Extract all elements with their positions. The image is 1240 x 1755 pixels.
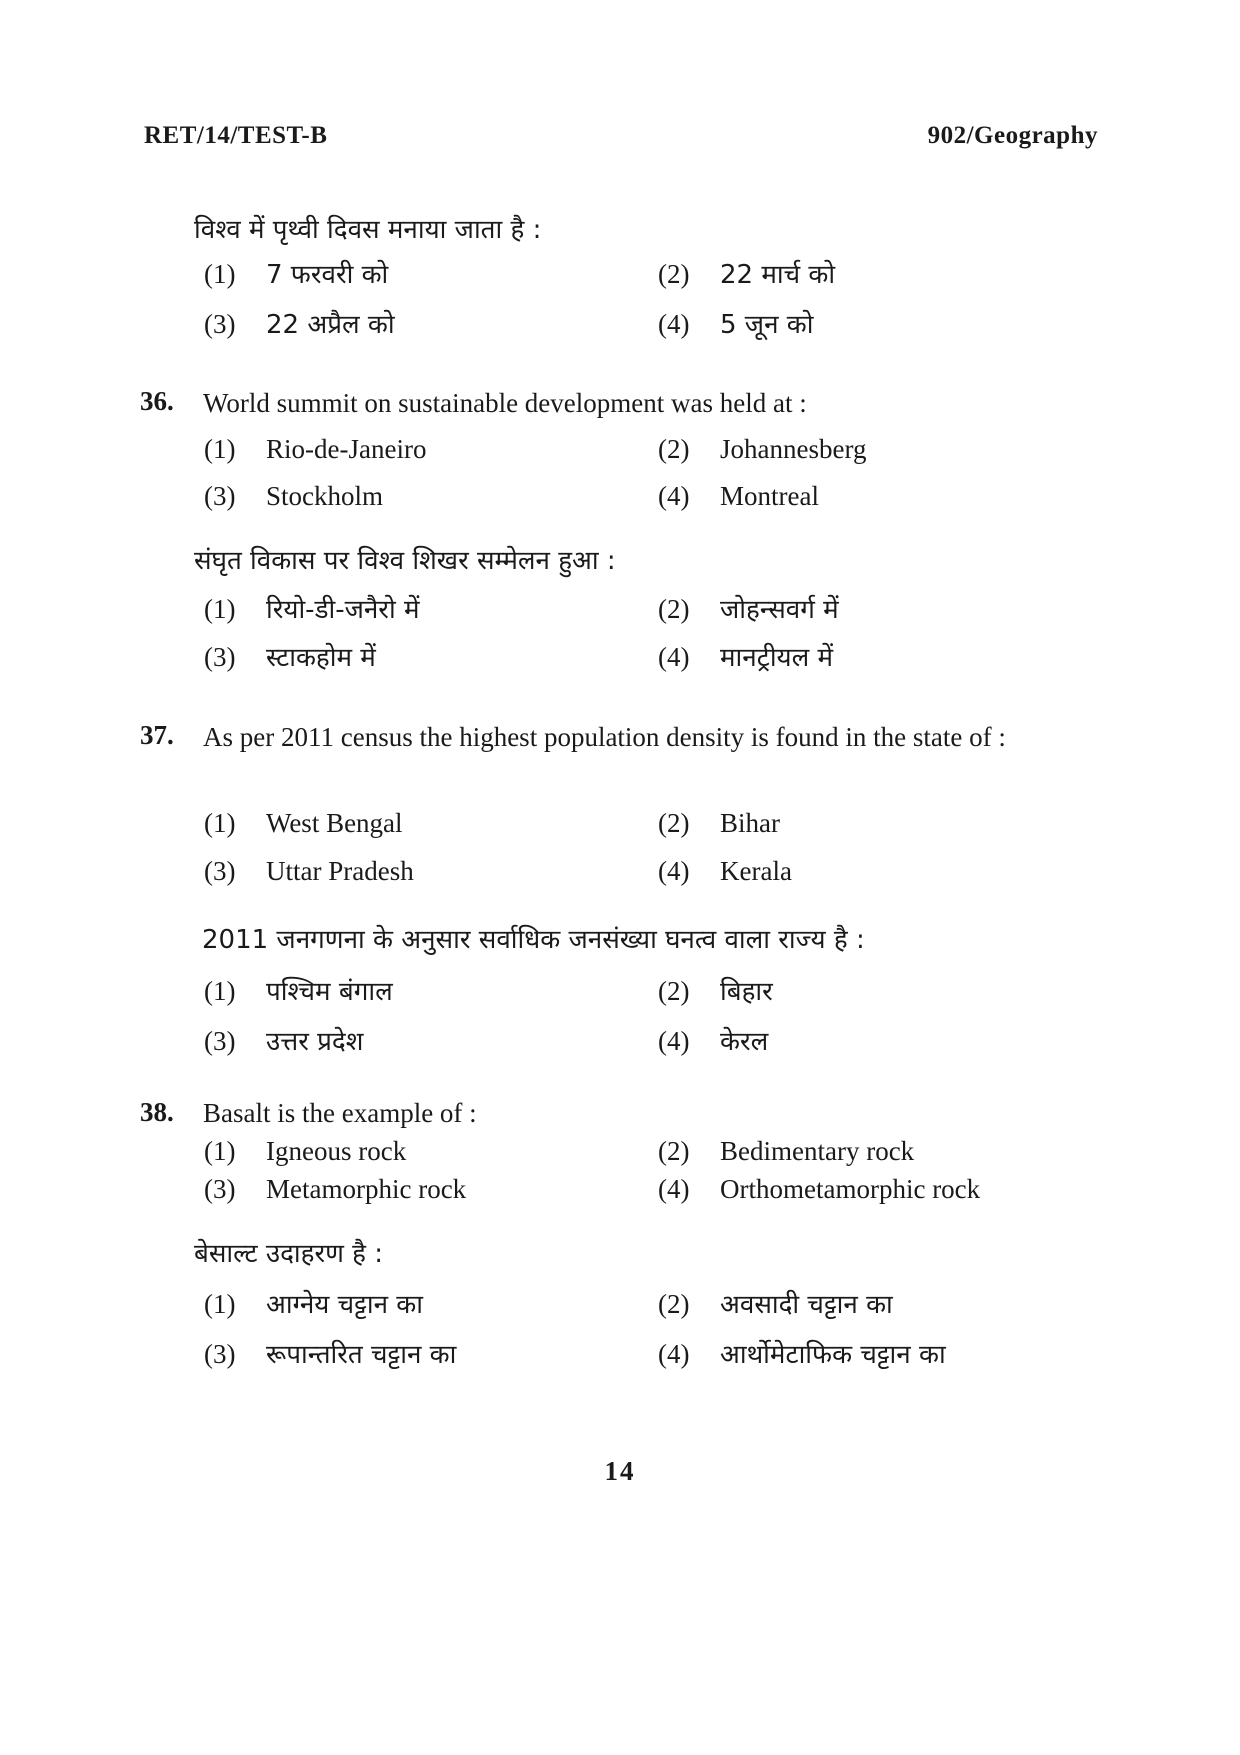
q38-option-4 xyxy=(658,1174,980,1205)
option-number: (3) xyxy=(204,309,236,339)
option-text: 7 फरवरी को xyxy=(266,260,389,290)
q37-option-3 xyxy=(204,856,414,887)
option-number: (4) xyxy=(658,481,690,511)
option-number: (1) xyxy=(204,1136,236,1166)
question-text: Basalt is the example of : xyxy=(203,1098,477,1128)
question-number: 38. xyxy=(140,1097,174,1127)
q38-option-2 xyxy=(658,1136,914,1167)
option-text: अवसादी चट्टान का xyxy=(720,1290,893,1320)
question-text: As per 2011 census the highest population density is found in the state of : xyxy=(203,722,1006,752)
q38-option-1 xyxy=(204,1136,406,1167)
option-number: (2) xyxy=(658,434,690,464)
option-number: (4) xyxy=(658,856,690,886)
q35-hindi-option-4 xyxy=(658,305,814,341)
option-text: मानट्रीयल में xyxy=(720,643,834,673)
q36-hindi-option-4 xyxy=(658,638,833,674)
q38-hindi-option-4 xyxy=(658,1335,946,1371)
option-text: Metamorphic rock xyxy=(266,1174,467,1204)
option-text: 22 मार्च को xyxy=(720,260,836,290)
q35-hindi-option-2 xyxy=(658,255,835,291)
q36-hindi-option-2 xyxy=(658,590,839,626)
option-number: (3) xyxy=(204,481,236,511)
question-number: 36. xyxy=(140,386,174,416)
q36-option-3 xyxy=(204,481,383,512)
question-35-hindi-text: विश्व में पृथ्वी दिवस मनाया जाता है : xyxy=(194,215,542,245)
question-36-hindi-text: संघृत विकास पर विश्व शिखर सम्मेलन हुआ : xyxy=(194,546,616,576)
option-number: (3) xyxy=(204,1339,236,1369)
option-text: 5 जून को xyxy=(720,310,814,340)
q35-hindi-option-3 xyxy=(204,305,395,341)
q38-option-3 xyxy=(204,1174,466,1205)
option-number: (4) xyxy=(658,642,690,672)
option-number: (2) xyxy=(658,1289,690,1319)
q38-hindi-option-3 xyxy=(204,1335,456,1371)
option-text: Kerala xyxy=(720,856,792,886)
option-number: (4) xyxy=(658,309,690,339)
q38-hindi-option-1 xyxy=(204,1285,423,1321)
option-number: (4) xyxy=(658,1026,690,1056)
question-38-hindi-text: बेसाल्ट उदाहरण है : xyxy=(194,1239,383,1269)
q36-hindi-option-3 xyxy=(204,638,376,674)
q37-option-2 xyxy=(658,808,780,839)
option-text: बिहार xyxy=(720,977,773,1007)
option-text: रियो-डी-जनैरो में xyxy=(266,595,420,625)
option-text: Uttar Pradesh xyxy=(266,856,414,886)
option-number: (2) xyxy=(658,808,690,838)
option-text: रूपान्तरित चट्टान का xyxy=(266,1340,457,1370)
option-number: (4) xyxy=(658,1174,690,1204)
option-number: (1) xyxy=(204,1289,236,1319)
header-test-code: RET/14/TEST-B xyxy=(144,122,328,149)
q37-hindi-option-4 xyxy=(658,1022,768,1058)
q36-option-1 xyxy=(204,434,426,465)
option-text: Igneous rock xyxy=(266,1136,407,1166)
q35-hindi-option-1 xyxy=(204,255,388,291)
option-number: (3) xyxy=(204,1174,236,1204)
option-number: (2) xyxy=(658,594,690,624)
option-text: Rio-de-Janeiro xyxy=(266,434,427,464)
q37-option-1 xyxy=(204,808,403,839)
option-text: West Bengal xyxy=(266,808,403,838)
option-number: (1) xyxy=(204,259,236,289)
option-number: (4) xyxy=(658,1339,690,1369)
option-text: Orthometamorphic rock xyxy=(720,1174,981,1204)
question-text: World summit on sustainable development was held at : xyxy=(203,388,807,418)
option-number: (1) xyxy=(204,594,236,624)
option-number: (3) xyxy=(204,642,236,672)
option-number: (3) xyxy=(204,1026,236,1056)
q36-hindi-option-1 xyxy=(204,590,420,626)
q37-hindi-option-3 xyxy=(204,1022,363,1058)
header-subject: 902/Geography xyxy=(927,122,1098,149)
q37-hindi-option-1 xyxy=(204,972,393,1008)
option-number: (2) xyxy=(658,1136,690,1166)
q36-option-4 xyxy=(658,481,819,512)
option-text: आग्नेय चट्टान का xyxy=(266,1290,424,1320)
option-text: आर्थोमेटाफिक चट्टान का xyxy=(720,1340,946,1370)
option-text: Stockholm xyxy=(266,481,384,511)
question-37-hindi-text: 2011 जनगणना के अनुसार सर्वाधिक जनसंख्या घनत्व वाला राज्य है : xyxy=(202,925,865,955)
option-text: Montreal xyxy=(720,481,819,511)
option-text: पश्चिम बंगाल xyxy=(266,977,393,1007)
option-text: उत्तर प्रदेश xyxy=(266,1027,364,1057)
option-number: (1) xyxy=(204,976,236,1006)
question-number: 37. xyxy=(140,720,174,750)
q37-option-4 xyxy=(658,856,792,887)
option-number: (2) xyxy=(658,259,690,289)
option-number: (1) xyxy=(204,434,236,464)
option-number: (1) xyxy=(204,808,236,838)
page-number: 14 xyxy=(604,1456,636,1486)
option-text: Bihar xyxy=(720,808,780,838)
option-text: स्टाकहोम में xyxy=(266,643,376,673)
option-text: केरल xyxy=(720,1027,769,1057)
q37-hindi-option-2 xyxy=(658,972,773,1008)
option-text: जोहन्सवर्ग में xyxy=(720,595,839,625)
option-number: (3) xyxy=(204,856,236,886)
option-text: 22 अप्रैल को xyxy=(266,310,395,340)
option-text: Bedimentary rock xyxy=(720,1136,915,1166)
option-number: (2) xyxy=(658,976,690,1006)
option-text: Johannesberg xyxy=(720,434,867,464)
q38-hindi-option-2 xyxy=(658,1285,893,1321)
q36-option-2 xyxy=(658,434,866,465)
